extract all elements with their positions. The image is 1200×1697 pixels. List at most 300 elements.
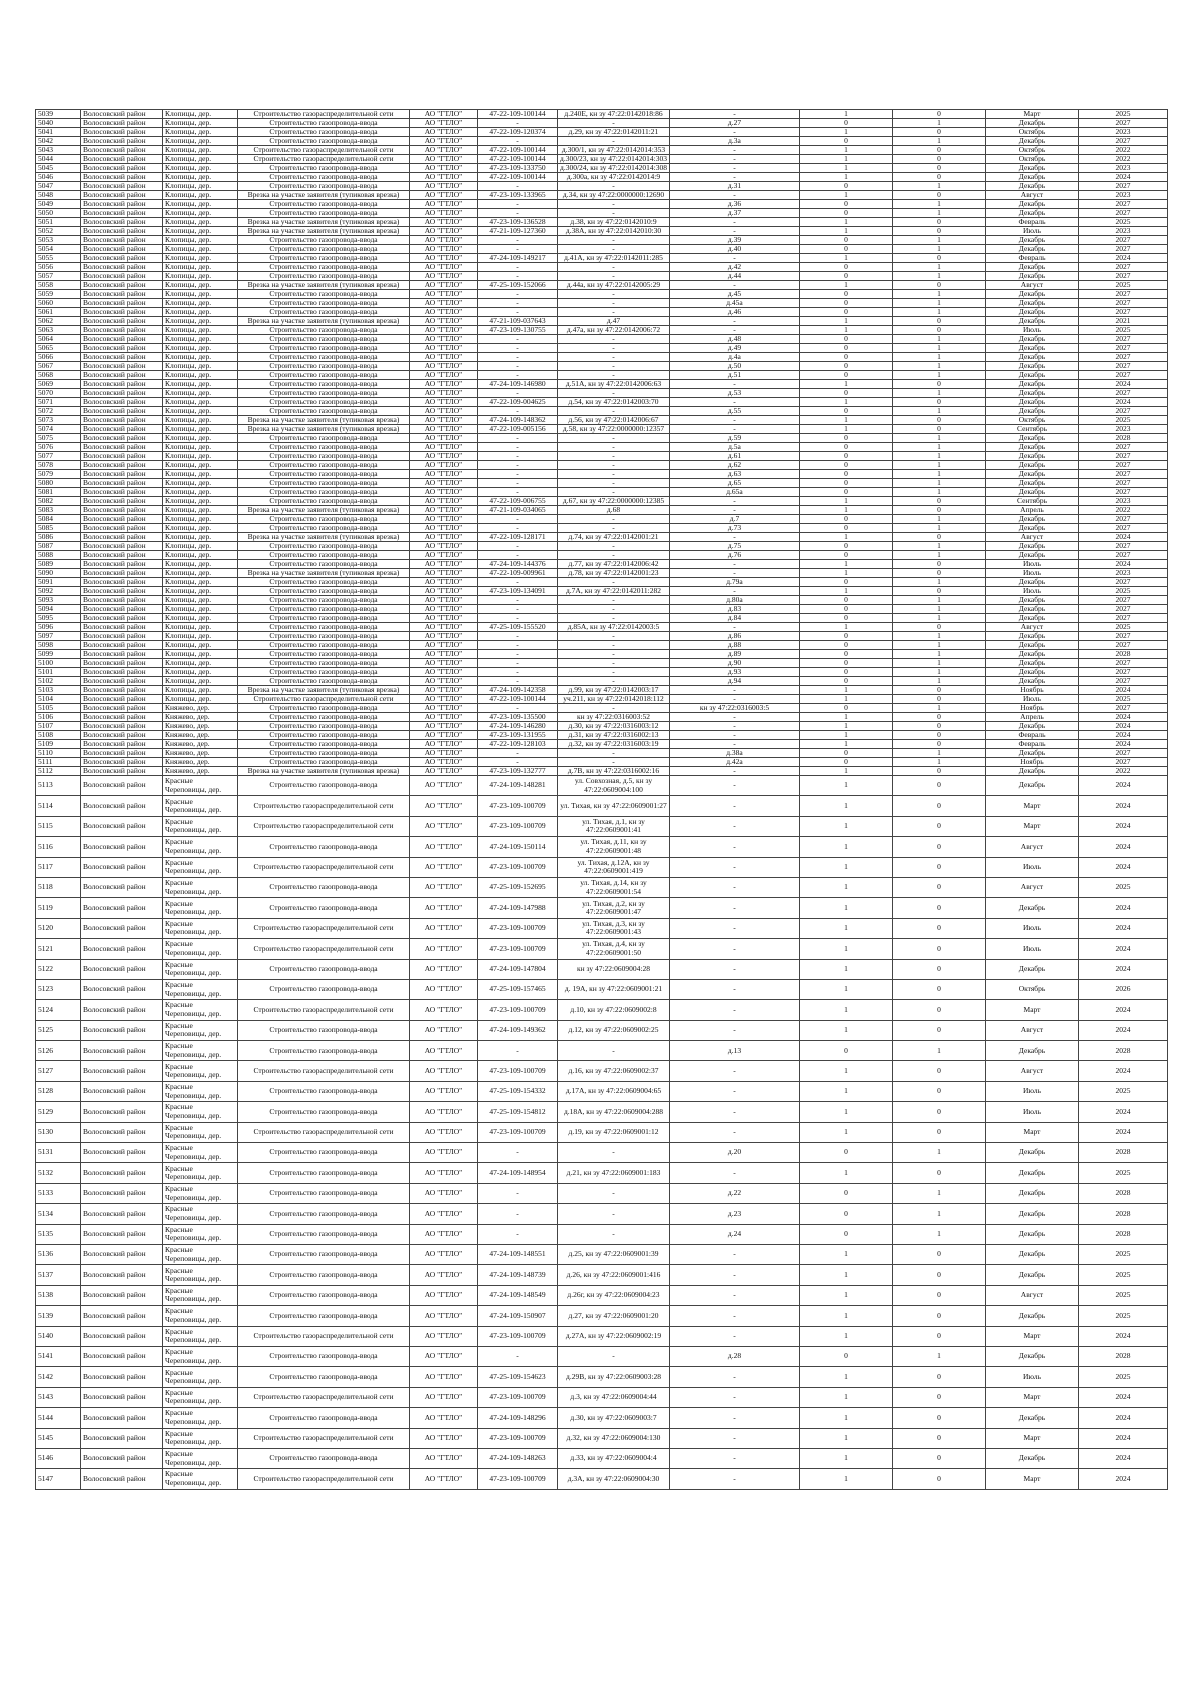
cell-completion-month: Март xyxy=(986,1122,1079,1142)
cell-organization: АО "ГТЛО" xyxy=(410,776,478,796)
cell-completion-year: 2025 xyxy=(1079,1306,1168,1326)
cell-completion-month: Ноябрь xyxy=(986,704,1079,713)
cell-plot-address: - xyxy=(670,587,800,596)
table-row xyxy=(36,398,1168,407)
cell-completion-month: Август xyxy=(986,1285,1079,1305)
table-row xyxy=(36,758,1168,767)
table-row xyxy=(36,918,1168,938)
table-row xyxy=(36,533,1168,542)
cell-contract-number: 47-22-109-004625 xyxy=(478,398,558,407)
cell-contracted-count: 0 xyxy=(800,614,893,623)
cell-locality: Княжево, дер. xyxy=(163,731,238,740)
cell-completion-year: 2021 xyxy=(1079,317,1168,326)
cell-completion-year: 2024 xyxy=(1079,713,1168,722)
cell-planned-count: 0 xyxy=(893,128,986,137)
cell-work-type: Строительство газопровода-ввода xyxy=(238,119,410,128)
cell-completion-month: Август xyxy=(986,837,1079,857)
cell-district: Волосовский район xyxy=(81,443,163,452)
cell-district: Волосовский район xyxy=(81,209,163,218)
cell-locality: Клопицы, дер. xyxy=(163,452,238,461)
cell-contract-number: - xyxy=(478,515,558,524)
cell-contract-number: - xyxy=(478,1346,558,1366)
cell-contracted-count: 1 xyxy=(800,837,893,857)
cell-plot-address: д.49 xyxy=(670,344,800,353)
cell-organization: АО "ГТЛО" xyxy=(410,587,478,596)
cell-completion-year: 2025 xyxy=(1079,218,1168,227)
cell-contracted-count: 1 xyxy=(800,254,893,263)
cell-plot-address: - xyxy=(670,281,800,290)
cell-organization: АО "ГТЛО" xyxy=(410,497,478,506)
table-row xyxy=(36,326,1168,335)
cell-contracted-count: 1 xyxy=(800,776,893,796)
cell-planned-count: 0 xyxy=(893,695,986,704)
table-row xyxy=(36,1387,1168,1407)
cell-work-type: Строительство газораспределительной сети xyxy=(238,146,410,155)
cell-planned-count: 0 xyxy=(893,506,986,515)
cell-contracted-count: 0 xyxy=(800,1204,893,1224)
cell-work-type: Строительство газопровода-ввода xyxy=(238,650,410,659)
cell-contracted-count: 0 xyxy=(800,119,893,128)
cell-work-type: Строительство газопровода-ввода xyxy=(238,1346,410,1366)
cell-organization: АО "ГТЛО" xyxy=(410,796,478,816)
cell-row-number: 5117 xyxy=(36,857,81,877)
table-row xyxy=(36,704,1168,713)
cell-row-number: 5102 xyxy=(36,677,81,686)
cell-work-type: Строительство газопровода-ввода xyxy=(238,959,410,979)
cell-address: - xyxy=(558,578,670,587)
cell-district: Волосовский район xyxy=(81,524,163,533)
cell-district: Волосовский район xyxy=(81,587,163,596)
cell-locality: Клопицы, дер. xyxy=(163,236,238,245)
cell-row-number: 5110 xyxy=(36,749,81,758)
cell-completion-month: Август xyxy=(986,191,1079,200)
cell-planned-count: 1 xyxy=(893,371,986,380)
cell-address: д.26, кн зу 47:22:0609001:416 xyxy=(558,1265,670,1285)
cell-address: д.31, кн зу 47:22:0316002:13 xyxy=(558,731,670,740)
cell-planned-count: 0 xyxy=(893,1122,986,1142)
cell-plot-address: д.94 xyxy=(670,677,800,686)
cell-row-number: 5143 xyxy=(36,1387,81,1407)
table-row xyxy=(36,1204,1168,1224)
cell-plot-address: д.45а xyxy=(670,299,800,308)
cell-organization: АО "ГТЛО" xyxy=(410,837,478,857)
cell-row-number: 5119 xyxy=(36,898,81,918)
cell-district: Волосовский район xyxy=(81,1102,163,1122)
cell-plot-address: д.59 xyxy=(670,434,800,443)
cell-contracted-count: 0 xyxy=(800,371,893,380)
cell-plot-address: д.88 xyxy=(670,641,800,650)
cell-address: д.29, кн зу 47:22:0142011:21 xyxy=(558,128,670,137)
cell-locality: Клопицы, дер. xyxy=(163,677,238,686)
cell-locality: Клопицы, дер. xyxy=(163,515,238,524)
cell-district: Волосовский район xyxy=(81,668,163,677)
cell-work-type: Строительство газопровода-ввода xyxy=(238,308,410,317)
cell-completion-month: Декабрь xyxy=(986,1346,1079,1366)
cell-planned-count: 1 xyxy=(893,659,986,668)
cell-plot-address: д.40 xyxy=(670,245,800,254)
cell-locality: Клопицы, дер. xyxy=(163,587,238,596)
cell-organization: АО "ГТЛО" xyxy=(410,200,478,209)
cell-address: д.56, кн зу 47:22:0142006:67 xyxy=(558,416,670,425)
cell-completion-year: 2024 xyxy=(1079,254,1168,263)
cell-row-number: 5071 xyxy=(36,398,81,407)
table-row xyxy=(36,587,1168,596)
cell-planned-count: 0 xyxy=(893,326,986,335)
cell-row-number: 5054 xyxy=(36,245,81,254)
cell-address: д.300/1, кн зу 47:22:0142014:353 xyxy=(558,146,670,155)
cell-locality: Клопицы, дер. xyxy=(163,434,238,443)
cell-row-number: 5096 xyxy=(36,623,81,632)
cell-plot-address: д.83 xyxy=(670,605,800,614)
cell-row-number: 5088 xyxy=(36,551,81,560)
cell-locality: Клопицы, дер. xyxy=(163,542,238,551)
cell-work-type: Строительство газопровода-ввода xyxy=(238,344,410,353)
cell-completion-month: Июль xyxy=(986,939,1079,959)
cell-district: Волосовский район xyxy=(81,272,163,281)
cell-address: д.240Е, кн зу 47:22:0142018:86 xyxy=(558,110,670,119)
cell-row-number: 5138 xyxy=(36,1285,81,1305)
cell-organization: АО "ГТЛО" xyxy=(410,918,478,938)
cell-work-type: Врезка на участке заявителя (тупиковая врезка) xyxy=(238,317,410,326)
cell-completion-year: 2027 xyxy=(1079,659,1168,668)
cell-completion-year: 2024 xyxy=(1079,398,1168,407)
cell-contract-number: 47-25-109-154812 xyxy=(478,1102,558,1122)
cell-work-type: Строительство газопровода-ввода xyxy=(238,407,410,416)
cell-work-type: Строительство газопровода-ввода xyxy=(238,1183,410,1203)
cell-district: Волосовский район xyxy=(81,515,163,524)
cell-contracted-count: 0 xyxy=(800,1041,893,1061)
cell-planned-count: 1 xyxy=(893,632,986,641)
cell-plot-address: - xyxy=(670,1448,800,1468)
table-row xyxy=(36,749,1168,758)
cell-district: Волосовский район xyxy=(81,1408,163,1428)
cell-completion-month: Декабрь xyxy=(986,263,1079,272)
cell-plot-address: д.51 xyxy=(670,371,800,380)
cell-organization: АО "ГТЛО" xyxy=(410,389,478,398)
cell-row-number: 5068 xyxy=(36,371,81,380)
cell-planned-count: 1 xyxy=(893,515,986,524)
cell-locality: Клопицы, дер. xyxy=(163,155,238,164)
cell-completion-year: 2023 xyxy=(1079,425,1168,434)
cell-contracted-count: 0 xyxy=(800,362,893,371)
cell-district: Волосовский район xyxy=(81,164,163,173)
cell-completion-month: Декабрь xyxy=(986,1183,1079,1203)
table-row xyxy=(36,1448,1168,1468)
cell-locality: Клопицы, дер. xyxy=(163,695,238,704)
cell-completion-year: 2024 xyxy=(1079,1428,1168,1448)
cell-completion-month: Декабрь xyxy=(986,380,1079,389)
cell-completion-month: Октябрь xyxy=(986,416,1079,425)
cell-address: ул. Тихая, д.12А, кн зу 47:22:0609001:419 xyxy=(558,857,670,877)
cell-work-type: Строительство газопровода-ввода xyxy=(238,326,410,335)
cell-locality: Княжево, дер. xyxy=(163,722,238,731)
cell-plot-address: - xyxy=(670,796,800,816)
cell-address: - xyxy=(558,452,670,461)
cell-plot-address: д.65 xyxy=(670,479,800,488)
cell-completion-year: 2024 xyxy=(1079,173,1168,182)
cell-district: Волосовский район xyxy=(81,686,163,695)
cell-planned-count: 0 xyxy=(893,979,986,999)
cell-completion-year: 2024 xyxy=(1079,1102,1168,1122)
cell-completion-year: 2025 xyxy=(1079,281,1168,290)
cell-contract-number: - xyxy=(478,461,558,470)
cell-address: д.29В, кн зу 47:22:0609003:28 xyxy=(558,1367,670,1387)
cell-contract-number: - xyxy=(478,596,558,605)
table-row xyxy=(36,452,1168,461)
cell-completion-year: 2022 xyxy=(1079,767,1168,776)
cell-planned-count: 1 xyxy=(893,263,986,272)
table-row xyxy=(36,632,1168,641)
table-row xyxy=(36,164,1168,173)
cell-organization: АО "ГТЛО" xyxy=(410,1000,478,1020)
cell-contracted-count: 1 xyxy=(800,918,893,938)
cell-locality: Клопицы, дер. xyxy=(163,353,238,362)
cell-work-type: Строительство газопровода-ввода xyxy=(238,877,410,897)
cell-completion-month: Декабрь xyxy=(986,1204,1079,1224)
cell-contract-number: - xyxy=(478,659,558,668)
cell-district: Волосовский район xyxy=(81,1265,163,1285)
cell-locality: Клопицы, дер. xyxy=(163,290,238,299)
cell-contracted-count: 0 xyxy=(800,461,893,470)
cell-work-type: Строительство газопровода-ввода xyxy=(238,1367,410,1387)
cell-completion-month: Октябрь xyxy=(986,128,1079,137)
cell-district: Волосовский район xyxy=(81,119,163,128)
cell-work-type: Строительство газопровода-ввода xyxy=(238,596,410,605)
cell-locality: Красные Череповицы, дер. xyxy=(163,1000,238,1020)
cell-planned-count: 0 xyxy=(893,1285,986,1305)
cell-row-number: 5134 xyxy=(36,1204,81,1224)
cell-contract-number: 47-22-109-100144 xyxy=(478,155,558,164)
cell-work-type: Строительство газопровода-ввода xyxy=(238,578,410,587)
cell-locality: Клопицы, дер. xyxy=(163,443,238,452)
cell-contract-number: 47-22-109-100144 xyxy=(478,173,558,182)
cell-organization: АО "ГТЛО" xyxy=(410,939,478,959)
cell-completion-month: Июль xyxy=(986,569,1079,578)
cell-completion-month: Декабрь xyxy=(986,479,1079,488)
cell-work-type: Врезка на участке заявителя (тупиковая врезка) xyxy=(238,425,410,434)
cell-district: Волосовский район xyxy=(81,837,163,857)
cell-row-number: 5039 xyxy=(36,110,81,119)
cell-district: Волосовский район xyxy=(81,416,163,425)
cell-row-number: 5042 xyxy=(36,137,81,146)
cell-completion-month: Март xyxy=(986,816,1079,836)
cell-row-number: 5120 xyxy=(36,918,81,938)
cell-district: Волосовский район xyxy=(81,641,163,650)
cell-contract-number: - xyxy=(478,488,558,497)
cell-work-type: Строительство газопровода-ввода xyxy=(238,677,410,686)
table-row xyxy=(36,191,1168,200)
cell-planned-count: 1 xyxy=(893,236,986,245)
cell-locality: Красные Череповицы, дер. xyxy=(163,1102,238,1122)
cell-locality: Клопицы, дер. xyxy=(163,596,238,605)
cell-planned-count: 0 xyxy=(893,569,986,578)
cell-locality: Княжево, дер. xyxy=(163,758,238,767)
cell-plot-address: - xyxy=(670,1387,800,1407)
cell-organization: АО "ГТЛО" xyxy=(410,1285,478,1305)
cell-completion-month: Декабрь xyxy=(986,290,1079,299)
cell-row-number: 5067 xyxy=(36,362,81,371)
cell-contracted-count: 0 xyxy=(800,290,893,299)
cell-completion-month: Декабрь xyxy=(986,749,1079,758)
cell-district: Волосовский район xyxy=(81,137,163,146)
cell-locality: Красные Череповицы, дер. xyxy=(163,1428,238,1448)
cell-address: д.25, кн зу 47:22:0609001:39 xyxy=(558,1244,670,1264)
cell-planned-count: 0 xyxy=(893,857,986,877)
cell-district: Волосовский район xyxy=(81,560,163,569)
cell-work-type: Врезка на участке заявителя (тупиковая врезка) xyxy=(238,569,410,578)
cell-completion-month: Ноябрь xyxy=(986,686,1079,695)
cell-district: Волосовский район xyxy=(81,470,163,479)
cell-district: Волосовский район xyxy=(81,1326,163,1346)
cell-plot-address: д.38а xyxy=(670,749,800,758)
cell-completion-year: 2022 xyxy=(1079,155,1168,164)
cell-planned-count: 1 xyxy=(893,704,986,713)
cell-completion-year: 2027 xyxy=(1079,308,1168,317)
cell-plot-address: - xyxy=(670,128,800,137)
cell-locality: Клопицы, дер. xyxy=(163,479,238,488)
cell-locality: Клопицы, дер. xyxy=(163,605,238,614)
cell-plot-address: д.50 xyxy=(670,362,800,371)
cell-district: Волосовский район xyxy=(81,877,163,897)
cell-plot-address: - xyxy=(670,110,800,119)
cell-locality: Красные Череповицы, дер. xyxy=(163,1183,238,1203)
cell-work-type: Строительство газопровода-ввода xyxy=(238,979,410,999)
table-row xyxy=(36,1367,1168,1387)
cell-address: д.16, кн зу 47:22:0609002:37 xyxy=(558,1061,670,1081)
cell-completion-month: Август xyxy=(986,1020,1079,1040)
cell-completion-month: Август xyxy=(986,877,1079,897)
cell-work-type: Строительство газопровода-ввода xyxy=(238,776,410,796)
cell-planned-count: 0 xyxy=(893,731,986,740)
cell-completion-year: 2027 xyxy=(1079,641,1168,650)
cell-completion-month: Декабрь xyxy=(986,317,1079,326)
cell-completion-month: Декабрь xyxy=(986,371,1079,380)
cell-work-type: Строительство газопровода-ввода xyxy=(238,623,410,632)
cell-work-type: Строительство газораспределительной сети xyxy=(238,1000,410,1020)
cell-address: д.18А, кн зу 47:22:0609004:288 xyxy=(558,1102,670,1122)
cell-plot-address: - xyxy=(670,155,800,164)
cell-organization: АО "ГТЛО" xyxy=(410,1244,478,1264)
cell-contract-number: 47-24-109-148296 xyxy=(478,1408,558,1428)
cell-organization: АО "ГТЛО" xyxy=(410,677,478,686)
cell-work-type: Строительство газопровода-ввода xyxy=(238,335,410,344)
cell-organization: АО "ГТЛО" xyxy=(410,560,478,569)
table-row xyxy=(36,461,1168,470)
cell-district: Волосовский район xyxy=(81,110,163,119)
cell-district: Волосовский район xyxy=(81,1000,163,1020)
cell-work-type: Строительство газопровода-ввода xyxy=(238,1143,410,1163)
cell-locality: Княжево, дер. xyxy=(163,713,238,722)
cell-row-number: 5109 xyxy=(36,740,81,749)
cell-row-number: 5147 xyxy=(36,1469,81,1489)
cell-contract-number: - xyxy=(478,614,558,623)
cell-completion-year: 2027 xyxy=(1079,362,1168,371)
cell-row-number: 5077 xyxy=(36,452,81,461)
cell-plot-address: - xyxy=(670,713,800,722)
cell-completion-year: 2028 xyxy=(1079,1183,1168,1203)
cell-locality: Клопицы, дер. xyxy=(163,623,238,632)
cell-completion-year: 2027 xyxy=(1079,452,1168,461)
table-row xyxy=(36,898,1168,918)
cell-row-number: 5137 xyxy=(36,1265,81,1285)
cell-contracted-count: 0 xyxy=(800,704,893,713)
cell-locality: Клопицы, дер. xyxy=(163,191,238,200)
cell-plot-address: д.65а xyxy=(670,488,800,497)
cell-completion-year: 2027 xyxy=(1079,263,1168,272)
cell-row-number: 5083 xyxy=(36,506,81,515)
cell-completion-year: 2028 xyxy=(1079,434,1168,443)
cell-contracted-count: 0 xyxy=(800,677,893,686)
cell-planned-count: 0 xyxy=(893,1306,986,1326)
cell-row-number: 5101 xyxy=(36,668,81,677)
cell-contract-number: - xyxy=(478,119,558,128)
cell-work-type: Строительство газопровода-ввода xyxy=(238,173,410,182)
cell-address: д.38А, кн зу 47:22:0142010:30 xyxy=(558,227,670,236)
cell-locality: Клопицы, дер. xyxy=(163,227,238,236)
cell-plot-address: - xyxy=(670,1163,800,1183)
cell-work-type: Врезка на участке заявителя (тупиковая врезка) xyxy=(238,416,410,425)
cell-completion-year: 2027 xyxy=(1079,596,1168,605)
cell-contracted-count: 0 xyxy=(800,605,893,614)
cell-address: - xyxy=(558,443,670,452)
cell-planned-count: 1 xyxy=(893,299,986,308)
cell-planned-count: 0 xyxy=(893,740,986,749)
cell-row-number: 5082 xyxy=(36,497,81,506)
cell-row-number: 5103 xyxy=(36,686,81,695)
cell-address: - xyxy=(558,596,670,605)
cell-contract-number: - xyxy=(478,434,558,443)
cell-plot-address: - xyxy=(670,1122,800,1142)
table-row xyxy=(36,218,1168,227)
cell-planned-count: 1 xyxy=(893,344,986,353)
cell-completion-month: Декабрь xyxy=(986,1408,1079,1428)
cell-locality: Клопицы, дер. xyxy=(163,578,238,587)
cell-locality: Клопицы, дер. xyxy=(163,686,238,695)
cell-contract-number: - xyxy=(478,389,558,398)
cell-row-number: 5069 xyxy=(36,380,81,389)
cell-completion-month: Декабрь xyxy=(986,236,1079,245)
cell-contract-number: - xyxy=(478,137,558,146)
table-row xyxy=(36,722,1168,731)
cell-address: - xyxy=(558,542,670,551)
cell-row-number: 5087 xyxy=(36,542,81,551)
cell-address: - xyxy=(558,659,670,668)
cell-completion-year: 2027 xyxy=(1079,272,1168,281)
cell-planned-count: 0 xyxy=(893,722,986,731)
cell-planned-count: 1 xyxy=(893,1041,986,1061)
cell-completion-month: Декабрь xyxy=(986,596,1079,605)
cell-row-number: 5079 xyxy=(36,470,81,479)
cell-planned-count: 0 xyxy=(893,1061,986,1081)
cell-plot-address: д.3а xyxy=(670,137,800,146)
cell-contracted-count: 1 xyxy=(800,898,893,918)
cell-completion-year: 2027 xyxy=(1079,677,1168,686)
cell-planned-count: 0 xyxy=(893,155,986,164)
cell-contracted-count: 1 xyxy=(800,695,893,704)
table-row xyxy=(36,776,1168,796)
cell-contracted-count: 1 xyxy=(800,1163,893,1183)
cell-district: Волосовский район xyxy=(81,614,163,623)
cell-row-number: 5115 xyxy=(36,816,81,836)
cell-address: - xyxy=(558,749,670,758)
cell-planned-count: 0 xyxy=(893,317,986,326)
cell-address: - xyxy=(558,641,670,650)
cell-completion-month: Июль xyxy=(986,857,1079,877)
cell-completion-year: 2025 xyxy=(1079,877,1168,897)
cell-planned-count: 0 xyxy=(893,425,986,434)
cell-contract-number: 47-23-109-100709 xyxy=(478,1122,558,1142)
table-row xyxy=(36,1143,1168,1163)
